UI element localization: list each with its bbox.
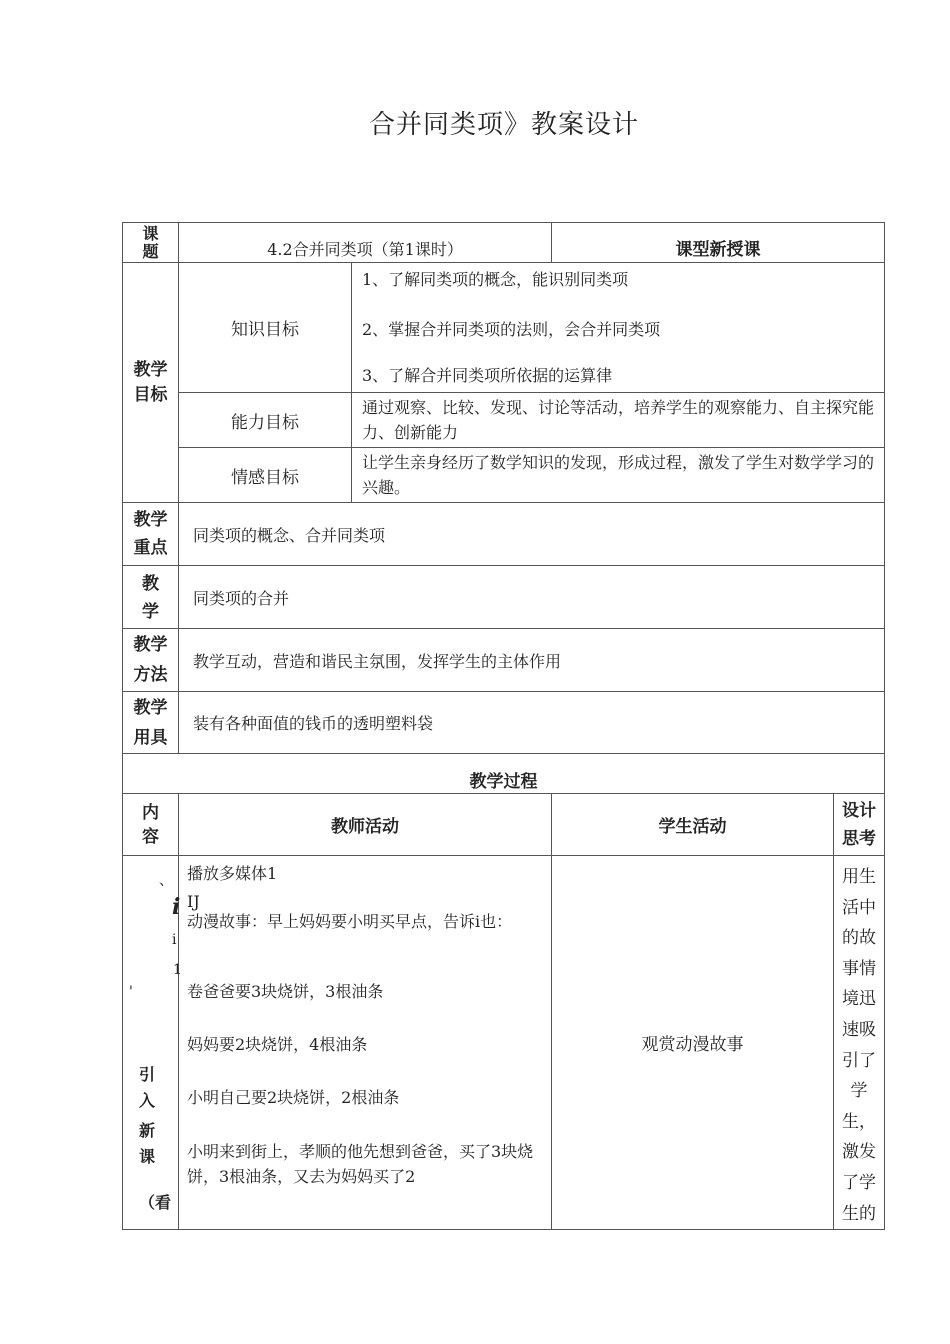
design-line: 速吸 [842,1019,877,1040]
col-student-header: 学生活动 [552,794,834,856]
ability-label: 能力目标 [179,393,352,448]
col-content-text: 内容 [142,802,159,847]
lesson-plan-table [122,222,885,1230]
tools-label [123,692,179,754]
difficulty-label-text: 教学 [142,574,159,622]
design-line: 用生 [842,867,877,887]
knowledge-item-1: 1、了解同类项的概念，能识别同类项 [362,269,629,289]
teacher-line-1: 播放多媒体1 [187,864,278,883]
design-line: 引了 [842,1050,877,1071]
row1-design [834,856,885,1230]
difficulty-value: 同类项的合并 [179,566,885,629]
content-mark-1: 、 [159,873,173,889]
content-mark-2: i [172,894,181,920]
process-title: 教学过程 [123,754,885,794]
design-line: 生， [842,1111,877,1132]
objectives-label-text: 教学目标 [133,359,168,405]
design-line: 境迅 [842,989,877,1010]
content-mark-3: i [172,932,177,948]
knowledge-item-2: 2、掌握合并同类项的法则，会合并同类项 [362,319,661,339]
col-teacher-header: 教师活动 [179,794,552,856]
content-label-intro [129,1062,165,1170]
row1-teacher [179,856,552,1230]
content-label-c: （看 [139,1193,172,1212]
keypoints-label-text: 教学重点 [133,510,168,558]
row1-student: 观赏动漫故事 [552,856,834,1230]
content-mark-5: ' [129,984,133,1000]
content-mark-4: 1 [173,962,182,978]
design-line: 学 [850,1081,868,1102]
content-label-b: 新课 [138,1121,155,1166]
design-line: 激发 [842,1142,877,1163]
design-lines [834,862,884,1229]
teacher-line-4: 卷爸爸要3块烧饼，3根油条 [187,982,384,1001]
knowledge-item-3: 3、了解合并同类项所依据的运算律 [362,365,613,385]
difficulty-label [123,566,179,629]
emotion-text: 让学生亲身经历了数学知识的发现，形成过程，激发了学生对数学学习的兴趣。 [352,448,885,503]
emotion-label: 情感目标 [179,448,352,503]
knowledge-items [352,263,885,393]
topic-value: 4.2合并同类项（第1课时） [179,223,552,263]
design-line: 了学 [842,1172,877,1193]
col-content-header [123,794,179,856]
content-label-a: 引入 [138,1065,155,1110]
objectives-label [123,263,179,503]
row1-content [123,856,182,1230]
col-design-header [834,794,885,856]
method-label [123,629,179,692]
tools-value: 装有各种面值的钱币的透明塑料袋 [179,692,885,754]
lesson-type: 课型新授课 [552,223,885,263]
teacher-line-7: 小明来到街上，孝顺的他先想到爸爸，买了3块烧饼，3根油条，又去为妈妈买了2 [187,1142,534,1186]
topic-label [123,223,179,263]
document-title: 合并同类项》教案设计 [368,110,639,140]
method-value: 教学互动，营造和谐民主氛围，发挥学生的主体作用 [179,629,885,692]
keypoints-label [123,503,179,566]
teacher-line-3: 动漫故事：早上妈妈要小明买早点，告诉i也： [187,912,513,931]
ability-text: 通过观察、比较、发现、讨论等活动，培养学生的观察能力、自主探究能力、创新能力 [352,393,885,448]
knowledge-label: 知识目标 [179,263,352,393]
topic-label-text: 课题 [142,224,159,261]
teacher-line-6: 小明自己要2块烧饼，2根油条 [187,1088,400,1107]
teacher-line-5: 妈妈要2块烧饼，4根油条 [187,1035,368,1054]
design-line: 活中 [842,897,877,918]
design-line: 事情 [842,958,877,979]
design-line: 生的 [842,1203,877,1224]
col-design-text: 设计思考 [842,800,877,849]
keypoints-value: 同类项的概念、合并同类项 [179,503,885,566]
teacher-line-2: IJ [187,892,200,911]
tools-label-text: 教学用具 [133,697,168,748]
design-line: 的故 [842,928,877,949]
method-label-text: 教学方法 [133,635,168,685]
